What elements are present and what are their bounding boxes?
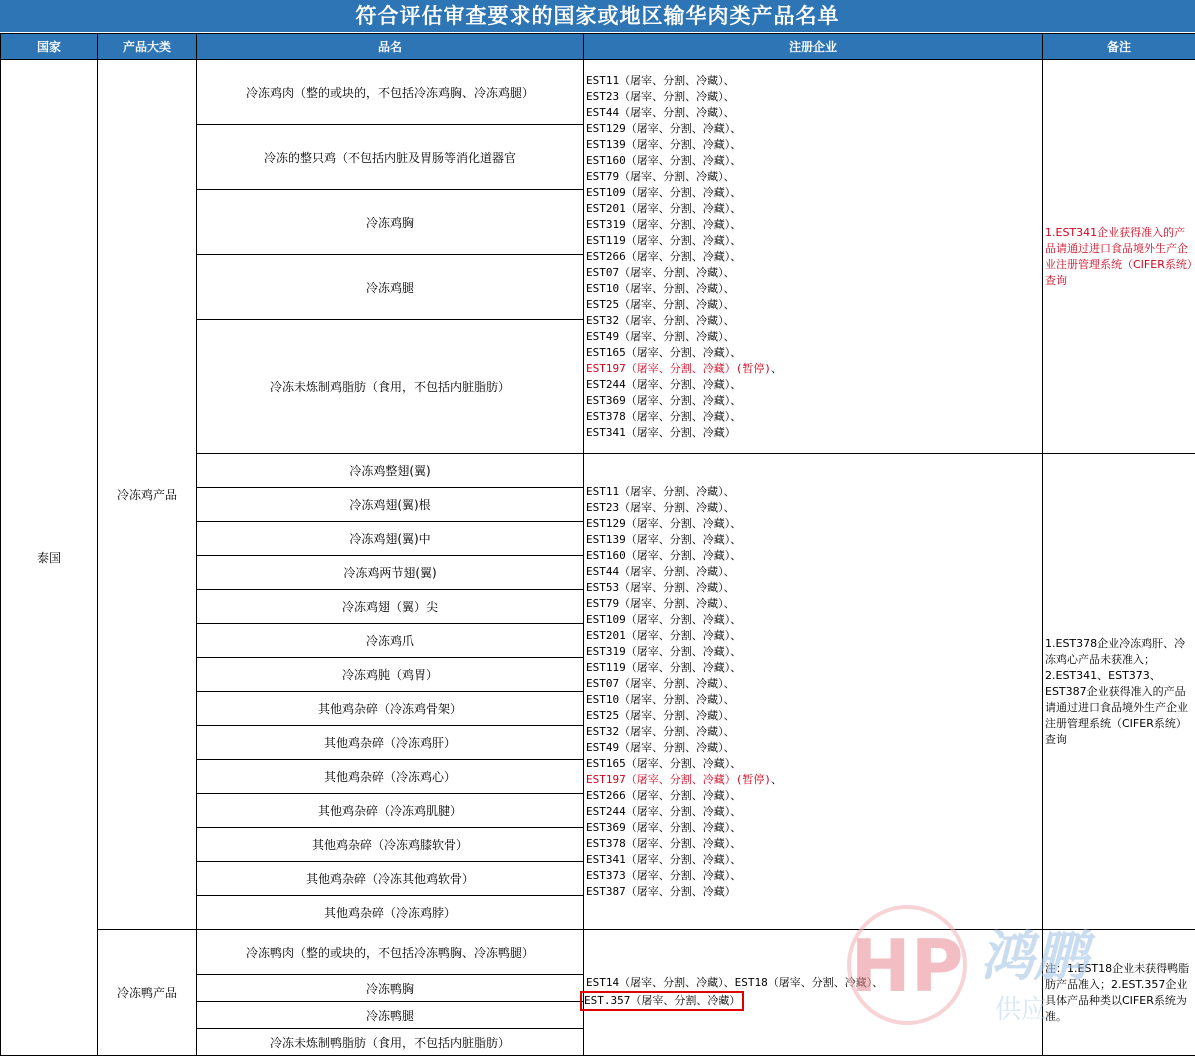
enterprise-text: EST387（屠宰、分割、冷藏） xyxy=(586,884,736,898)
enterprise-entry xyxy=(586,772,1042,788)
enterprise-text: EST119（屠宰、分割、冷藏）、 xyxy=(586,233,742,247)
header-remarks: 备注 xyxy=(1043,34,1195,60)
enterprise-entry xyxy=(586,425,1042,441)
enterprise-entry xyxy=(586,73,1042,89)
enterprise-text: EST319（屠宰、分割、冷藏）、 xyxy=(586,217,742,231)
enterprise-entry xyxy=(586,409,1042,425)
enterprise-text: EST44（屠宰、分割、冷藏）、 xyxy=(586,105,735,119)
enterprise-text: EST160（屠宰、分割、冷藏）、 xyxy=(586,548,742,562)
enterprise-text: EST373（屠宰、分割、冷藏）、 xyxy=(586,868,742,882)
enterprise-text: EST266（屠宰、分割、冷藏）、 xyxy=(586,788,742,802)
product-name: 冷冻鸡翅（翼）尖 xyxy=(197,590,584,624)
header-country: 国家 xyxy=(1,34,98,60)
enterprise-text: EST11（屠宰、分割、冷藏）、 xyxy=(586,484,735,498)
enterprise-entry xyxy=(586,868,1042,884)
enterprise-entry xyxy=(586,137,1042,153)
enterprise-entry xyxy=(586,516,1042,532)
enterprise-text: EST119（屠宰、分割、冷藏）、 xyxy=(586,660,742,674)
product-name: 冷冻鸡肉（整的或块的，不包括冷冻鸡胸、冷冻鸡腿） xyxy=(197,60,584,125)
enterprise-text: EST10（屠宰、分割、冷藏）、 xyxy=(586,281,735,295)
enterprise-entry xyxy=(586,265,1042,281)
enterprise-entry xyxy=(586,377,1042,393)
enterprise-list xyxy=(584,454,1043,930)
enterprise-entry xyxy=(586,233,1042,249)
header-row xyxy=(1,34,1195,60)
product-name: 冷冻鸡翅(翼)中 xyxy=(197,522,584,556)
product-name: 冷冻的整只鸡（不包括内脏及胃肠等消化道器官 xyxy=(197,125,584,190)
table-row xyxy=(1,60,1195,125)
enterprise-text: EST23（屠宰、分割、冷藏）、 xyxy=(586,89,735,103)
enterprise-text: EST32（屠宰、分割、冷藏）、 xyxy=(586,313,735,327)
remark-cell: 1.EST341企业获得准入的产品请通过进口食品境外生产企业注册管理系统（CIFER系统）查询 xyxy=(1043,60,1195,454)
category-cell-duck: 冷冻鸭产品 xyxy=(98,930,197,1056)
enterprise-entry xyxy=(586,804,1042,820)
enterprise-text: EST25（屠宰、分割、冷藏）、 xyxy=(586,708,735,722)
enterprise-text: EST160（屠宰、分割、冷藏）、 xyxy=(586,153,742,167)
enterprise-entry xyxy=(586,500,1042,516)
enterprise-text: EST266（屠宰、分割、冷藏）、 xyxy=(586,249,742,263)
enterprise-entry xyxy=(586,975,1042,991)
enterprise-entry xyxy=(586,548,1042,564)
enterprise-text: EST49（屠宰、分割、冷藏）、 xyxy=(586,740,735,754)
product-name: 冷冻鸭胸 xyxy=(197,975,584,1002)
enterprise-entry xyxy=(586,201,1042,217)
enterprise-entry xyxy=(586,153,1042,169)
enterprise-text: EST244（屠宰、分割、冷藏）、 xyxy=(586,804,742,818)
enterprise-text: EST165（屠宰、分割、冷藏）、 xyxy=(586,756,742,770)
enterprise-list xyxy=(584,60,1043,454)
country-cell: 泰国 xyxy=(1,60,98,1056)
enterprise-text: EST197（屠宰、分割、冷藏）(暂停) xyxy=(586,361,771,375)
enterprise-entry xyxy=(586,217,1042,233)
product-name: 冷冻鸭腿 xyxy=(197,1002,584,1029)
enterprise-entry xyxy=(586,361,1042,377)
enterprise-entry xyxy=(586,740,1042,756)
enterprise-suffix: 、 xyxy=(770,772,782,786)
enterprise-entry xyxy=(586,393,1042,409)
remark-cell: 1.EST378企业冷冻鸡肝、冷冻鸡心产品未获准入；2.EST341、EST373、EST387企业获得准入的产品请通过进口食品境外生产企业注册管理系统（CIFER系统）查询 xyxy=(1043,454,1195,930)
enterprise-text: EST378（屠宰、分割、冷藏）、 xyxy=(586,836,742,850)
enterprise-text: EST341（屠宰、分割、冷藏） xyxy=(586,425,736,439)
product-name: 其他鸡杂碎（冷冻鸡心） xyxy=(197,760,584,794)
enterprise-text: EST10（屠宰、分割、冷藏）、 xyxy=(586,692,735,706)
enterprise-entry xyxy=(586,788,1042,804)
enterprise-text: EST129（屠宰、分割、冷藏）、 xyxy=(586,121,742,135)
enterprise-text: EST378（屠宰、分割、冷藏）、 xyxy=(586,409,742,423)
enterprise-text: EST25（屠宰、分割、冷藏）、 xyxy=(586,297,735,311)
enterprise-text: EST319（屠宰、分割、冷藏）、 xyxy=(586,644,742,658)
product-name: 冷冻未炼制鸭脂肪（食用，不包括内脏脂肪） xyxy=(197,1029,584,1056)
enterprise-text: EST49（屠宰、分割、冷藏）、 xyxy=(586,329,735,343)
enterprise-text: EST14（屠宰、分割、冷藏）、EST18（屠宰、分割、冷藏）、 xyxy=(586,975,884,989)
product-name: 冷冻鸡腿 xyxy=(197,255,584,320)
enterprise-entry xyxy=(586,676,1042,692)
enterprise-text: EST11（屠宰、分割、冷藏）、 xyxy=(586,73,735,87)
remark-cell: 注：1.EST18企业未获得鸭脂肪产品准入；2.EST.357企业具体产品种类以CIFER系统为准。 xyxy=(1043,930,1195,1056)
enterprise-entry xyxy=(586,580,1042,596)
product-name: 其他鸡杂碎（冷冻鸡膝软骨） xyxy=(197,828,584,862)
enterprise-text: EST165（屠宰、分割、冷藏）、 xyxy=(586,345,742,359)
enterprise-entry xyxy=(586,596,1042,612)
enterprise-entry xyxy=(586,628,1042,644)
enterprise-text: EST201（屠宰、分割、冷藏）、 xyxy=(586,201,742,215)
enterprise-text: EST07（屠宰、分割、冷藏）、 xyxy=(586,676,735,690)
enterprise-text: EST129（屠宰、分割、冷藏）、 xyxy=(586,516,742,530)
watermark-logo-text: HP xyxy=(850,924,964,1008)
enterprise-entry xyxy=(586,836,1042,852)
header-enterprises: 注册企业 xyxy=(584,34,1043,60)
enterprise-entry xyxy=(586,297,1042,313)
enterprise-text: EST369（屠宰、分割、冷藏）、 xyxy=(586,820,742,834)
enterprise-entry xyxy=(586,708,1042,724)
table-row xyxy=(1,930,1195,975)
enterprise-entry xyxy=(586,756,1042,772)
product-name: 冷冻鸡整翅(翼) xyxy=(197,454,584,488)
product-name: 其他鸡杂碎（冷冻鸡骨架） xyxy=(197,692,584,726)
enterprise-text: EST.357（屠宰、分割、冷藏） xyxy=(580,991,744,1011)
category-cell-chicken: 冷冻鸡产品 xyxy=(98,60,197,930)
enterprise-entry xyxy=(586,660,1042,676)
enterprise-text: EST139（屠宰、分割、冷藏）、 xyxy=(586,532,742,546)
enterprise-entry xyxy=(586,724,1042,740)
enterprise-entry xyxy=(586,105,1042,121)
product-name: 其他鸡杂碎（冷冻鸡肝） xyxy=(197,726,584,760)
enterprise-list xyxy=(584,930,1043,1056)
product-name: 其他鸡杂碎（冷冻鸡脖） xyxy=(197,896,584,930)
product-name: 冷冻鸡翅(翼)根 xyxy=(197,488,584,522)
enterprise-entry xyxy=(586,185,1042,201)
product-name: 其他鸡杂碎（冷冻鸡肌腱） xyxy=(197,794,584,828)
enterprise-text: EST244（屠宰、分割、冷藏）、 xyxy=(586,377,742,391)
product-name: 其他鸡杂碎（冷冻其他鸡软骨） xyxy=(197,862,584,896)
enterprise-entry xyxy=(586,564,1042,580)
product-list-table xyxy=(0,33,1195,1056)
enterprise-text: EST07（屠宰、分割、冷藏）、 xyxy=(586,265,735,279)
enterprise-text: EST139（屠宰、分割、冷藏）、 xyxy=(586,137,742,151)
enterprise-entry xyxy=(586,484,1042,500)
product-name: 冷冻鸭肉（整的或块的，不包括冷冻鸭胸、冷冻鸭腿） xyxy=(197,930,584,975)
enterprise-entry xyxy=(586,991,1042,1011)
product-name: 冷冻鸡两节翅(翼) xyxy=(197,556,584,590)
enterprise-entry xyxy=(586,329,1042,345)
page-title: 符合评估审查要求的国家或地区输华肉类产品名单 xyxy=(0,0,1195,33)
enterprise-text: EST79（屠宰、分割、冷藏）、 xyxy=(586,169,735,183)
header-product: 品名 xyxy=(197,34,584,60)
enterprise-entry xyxy=(586,313,1042,329)
enterprise-suffix: 、 xyxy=(770,361,782,375)
enterprise-entry xyxy=(586,644,1042,660)
enterprise-entry xyxy=(586,281,1042,297)
enterprise-entry xyxy=(586,249,1042,265)
enterprise-text: EST109（屠宰、分割、冷藏）、 xyxy=(586,185,742,199)
enterprise-entry xyxy=(586,89,1042,105)
enterprise-entry xyxy=(586,121,1042,137)
enterprise-text: EST201（屠宰、分割、冷藏）、 xyxy=(586,628,742,642)
enterprise-text: EST53（屠宰、分割、冷藏）、 xyxy=(586,580,735,594)
product-name: 冷冻鸡爪 xyxy=(197,624,584,658)
watermark-sub: 供应 xyxy=(995,995,1048,1025)
enterprise-entry xyxy=(586,884,1042,900)
enterprise-entry xyxy=(586,692,1042,708)
enterprise-text: EST23（屠宰、分割、冷藏）、 xyxy=(586,500,735,514)
product-name: 冷冻鸡肫（鸡胃） xyxy=(197,658,584,692)
enterprise-entry xyxy=(586,612,1042,628)
enterprise-text: EST79（屠宰、分割、冷藏）、 xyxy=(586,596,735,610)
product-name: 冷冻未炼制鸡脂肪（食用，不包括内脏脂肪） xyxy=(197,320,584,454)
enterprise-text: EST341（屠宰、分割、冷藏）、 xyxy=(586,852,742,866)
product-name: 冷冻鸡胸 xyxy=(197,190,584,255)
enterprise-entry xyxy=(586,852,1042,868)
enterprise-entry xyxy=(586,532,1042,548)
enterprise-entry xyxy=(586,169,1042,185)
enterprise-text: EST32（屠宰、分割、冷藏）、 xyxy=(586,724,735,738)
watermark-text: 鸿鹏 xyxy=(980,925,1088,988)
enterprise-entry xyxy=(586,345,1042,361)
enterprise-text: EST109（屠宰、分割、冷藏）、 xyxy=(586,612,742,626)
enterprise-text: EST44（屠宰、分割、冷藏）、 xyxy=(586,564,735,578)
enterprise-text: EST369（屠宰、分割、冷藏）、 xyxy=(586,393,742,407)
header-category: 产品大类 xyxy=(98,34,197,60)
enterprise-text: EST197（屠宰、分割、冷藏）(暂停) xyxy=(586,772,771,786)
enterprise-entry xyxy=(586,820,1042,836)
